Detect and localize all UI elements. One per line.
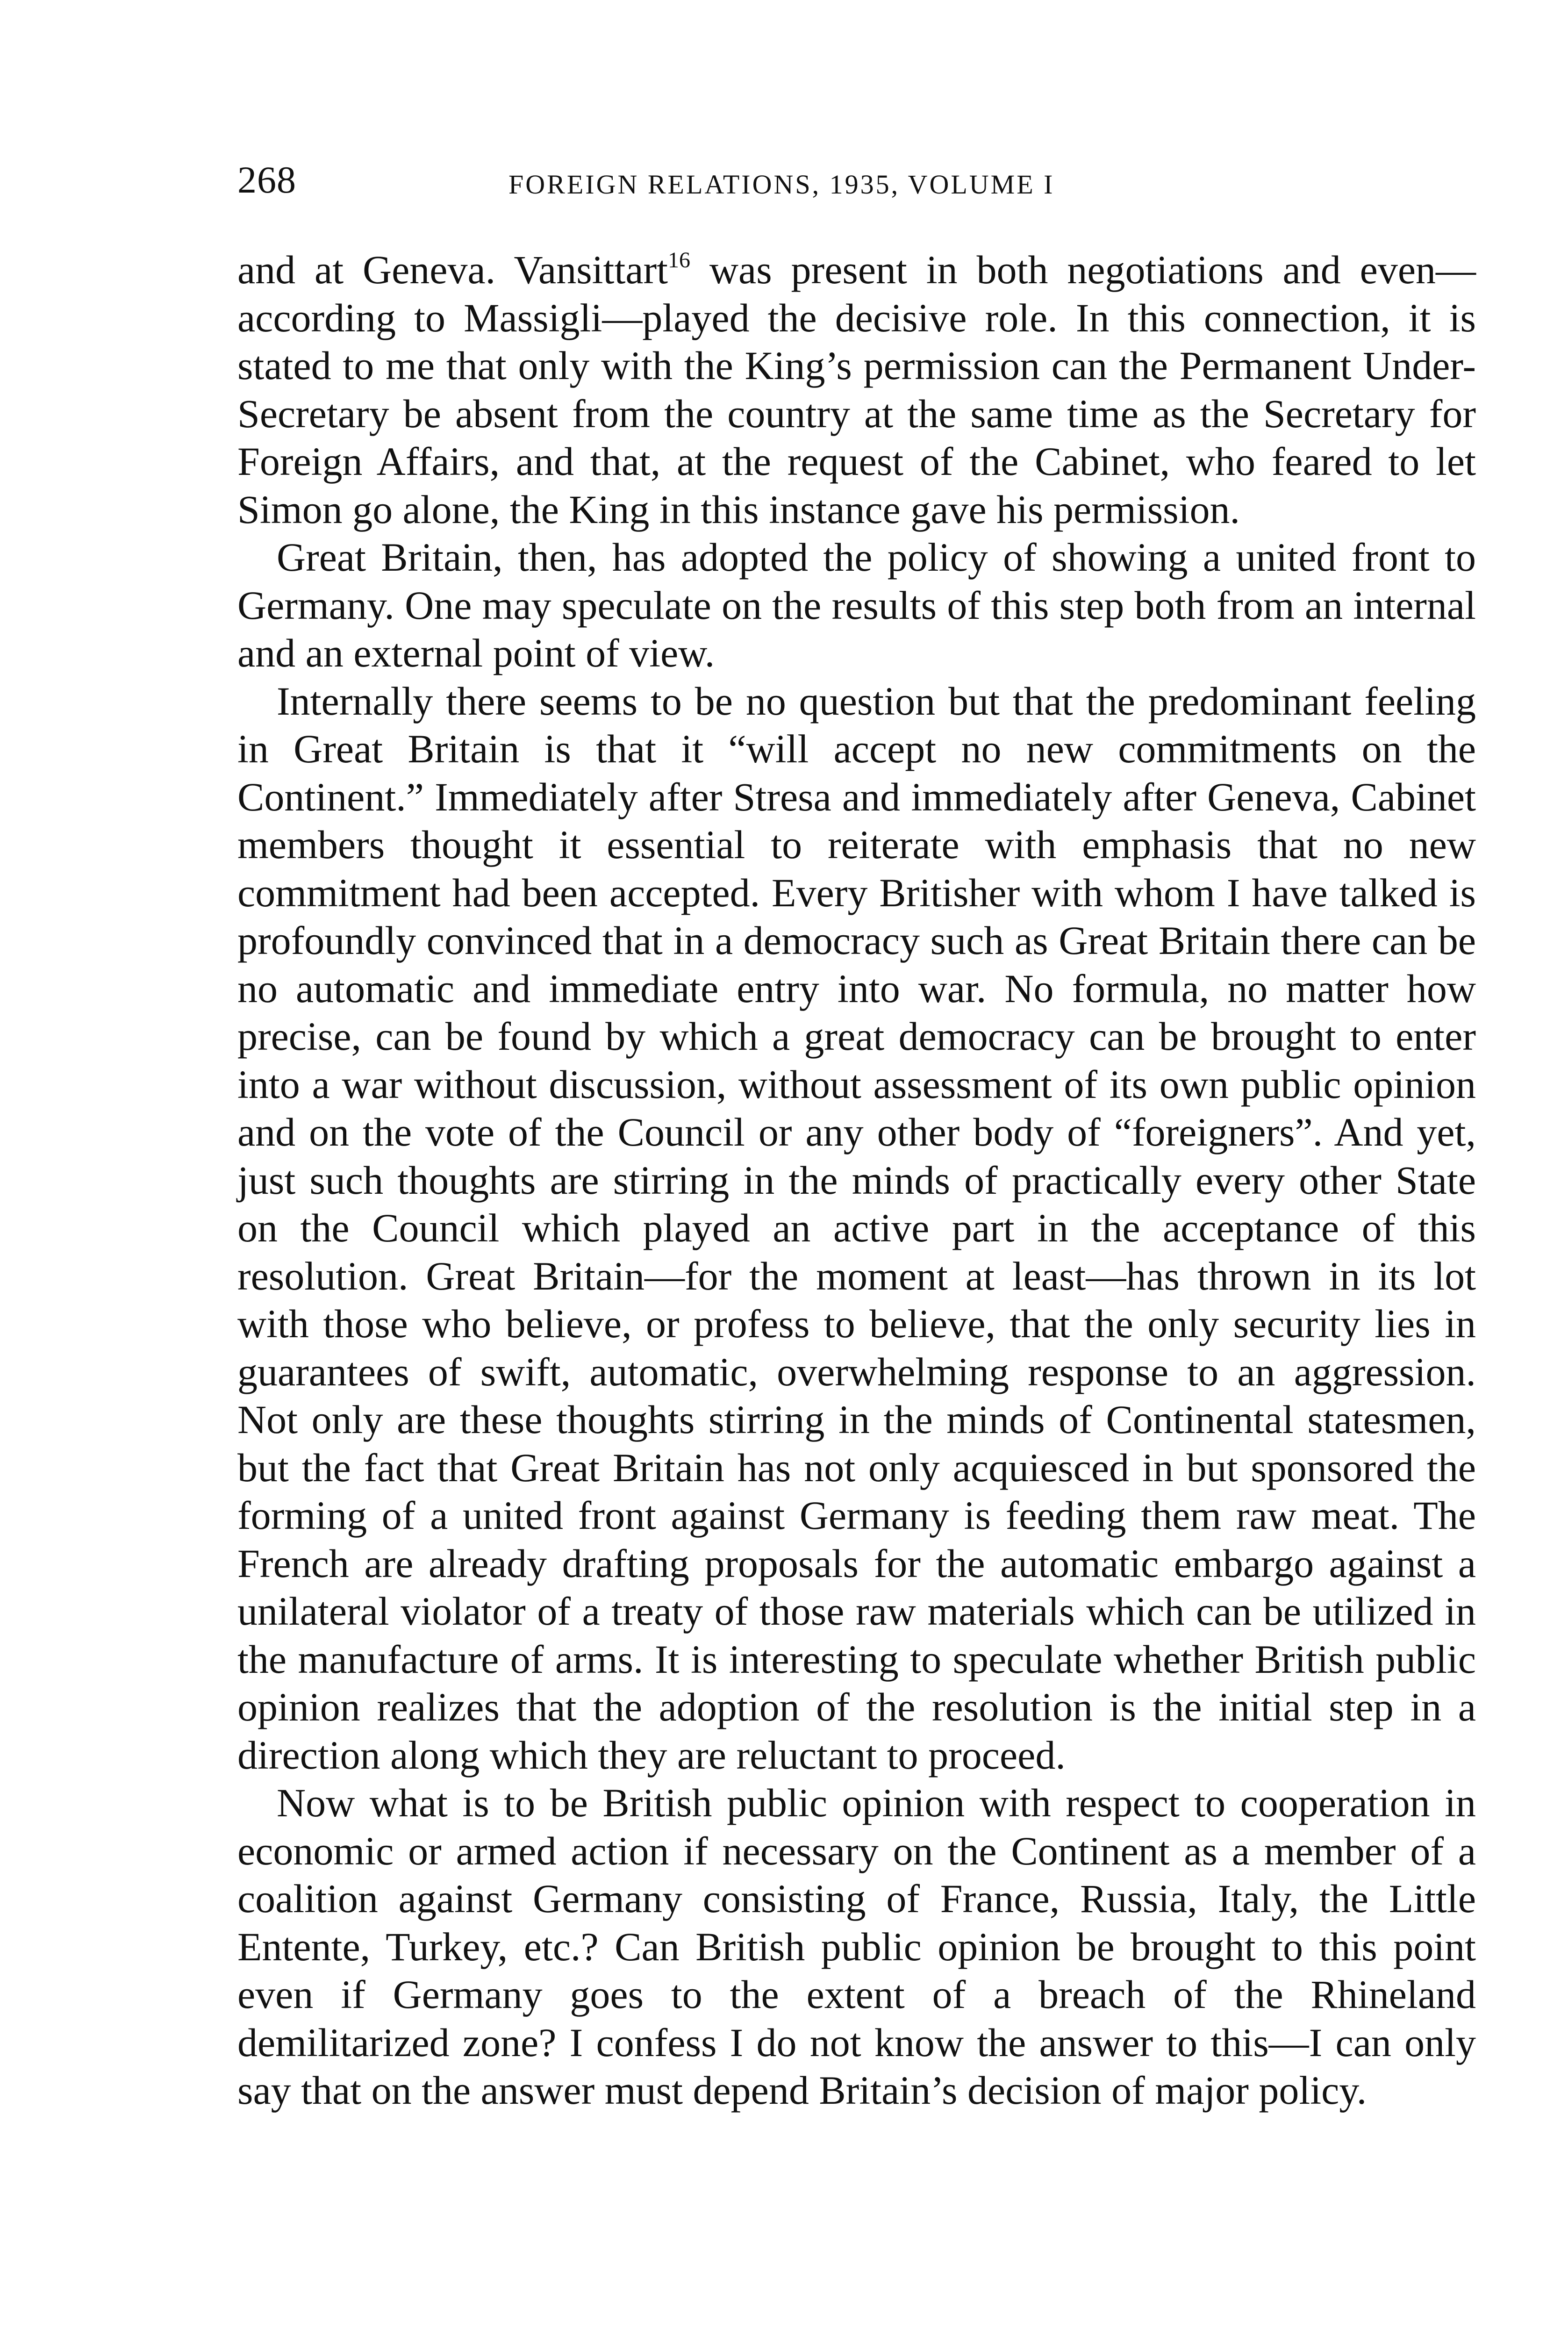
paragraph-4: Now what is to be British public opinion with respect to cooperation in economic or armed action if necessary on the Continent as a member of a coalition against Germany consisting of France, Russia, Italy, the Little Entente, Turkey, etc.? Can British public opinion be brought to this point even if Germany goes to the extent of a breach of the Rhineland demilitarized zone? I confess I do not know the answer to this—I can only say that on the answer must depend Britain’s decision of major policy. [237,1780,1476,2113]
paragraph-1-before-footnote: and at Geneva. Vansittart [237,247,668,292]
running-head: FOREIGN RELATIONS, 1935, VOLUME I [508,169,1055,200]
page-number: 268 [237,158,296,201]
paragraph-2: Great Britain, then, has adopted the policy of showing a united front to Germany. One may speculate on the results of this step both from an internal and an external point of view. [237,535,1476,675]
paragraph-3: Internally there seems to be no question but that the predominant feeling in Great Britain is that it “will accept no new commitments on the Continent.” Immediately after Stresa and immediately after Geneva, Cabinet members thought it essential to reiterate with emphasis that no new commitment had been accepted. Every Britisher with whom I have talked is profoundly convinced that in a democracy such as Great Britain there can be no automatic and immediate entry into war. No formula, no matter how precise, can be found by which a great democracy can be brought to enter into a war without discussion, without assessment of its own public opinion and on the vote of the Council or any other body of “foreigners”. And yet, just such thoughts are stirring in the minds of practically every other State on the Council which played an active part in the acceptance of this resolution. Great Britain—for the moment at least—has thrown in its lot with those who believe, or profess to believe, that the only security lies in guarantees of swift, automatic, overwhelming response to an aggression. Not only are these thoughts stirring in the minds of Continental statesmen, but the fact that Great Britain has not only acquiesced in but sponsored the forming of a united front against Germany is feeding them raw meat. The French are already drafting proposals for the automatic embargo against a unilateral violator of a treaty of those raw materials which can be utilized in the manufacture of arms. It is interesting to speculate whether British public opinion realizes that the adoption of the resolution is the initial step in a direction along which they are reluctant to proceed. [237,678,1476,1778]
footnote-reference: 16 [668,248,691,272]
body-text [237,246,1476,2115]
paragraph-1-after-footnote: was present in both negotiations and even—according to Massigli—played the decisive role. In this connection, it is stated to me that only with the King’s permission can the Permanent Under-Secretary be absent from the country at the same time as the Secretary for Foreign Affairs, and that, at the request of the Cabinet, who feared to let Simon go alone, the King in this instance gave his permission. [237,247,1476,532]
paragraph-1 [237,246,1476,533]
page-header [237,157,1312,213]
